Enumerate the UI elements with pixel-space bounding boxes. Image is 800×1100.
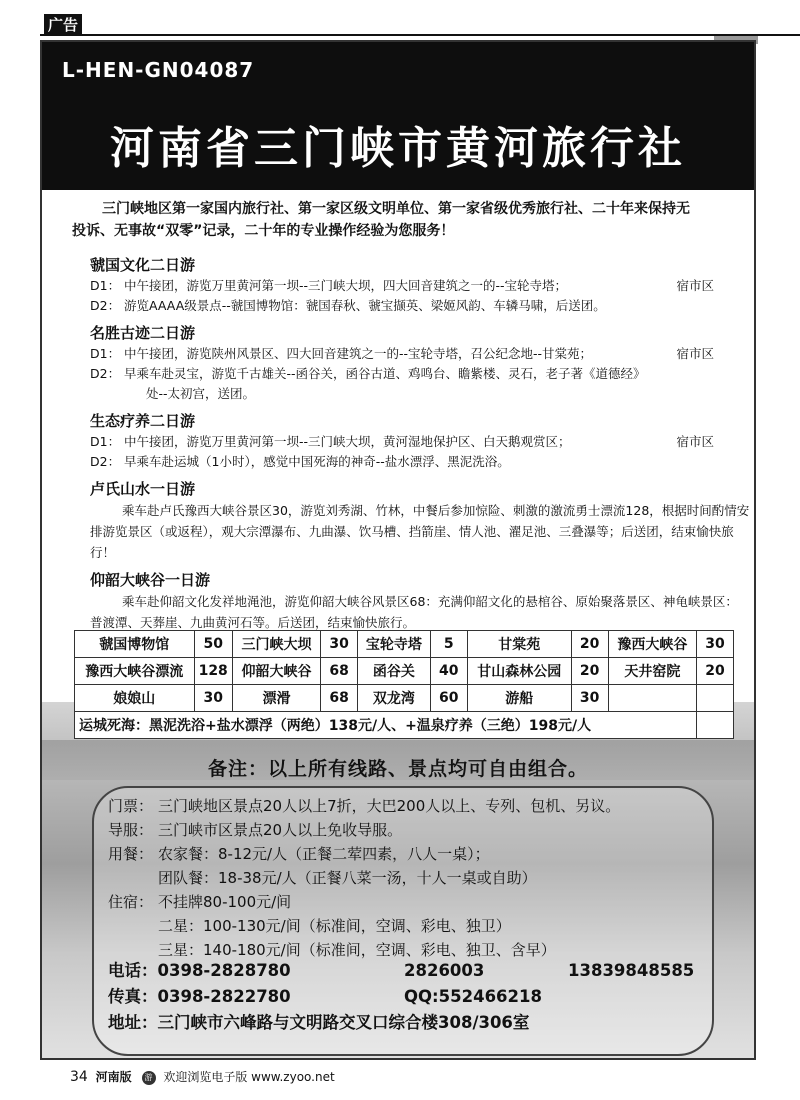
service-info — [108, 794, 708, 962]
spot-price: 50 — [194, 631, 232, 658]
spot-price: 20 — [697, 658, 734, 685]
tour-title: 虢国文化二日游 — [90, 256, 196, 274]
service-text: 二星：100-130元/间（标准间，空调、彩电、独卫） — [158, 917, 511, 935]
lodging: 宿市区 — [676, 434, 714, 449]
address: 地址：三门峡市六峰路与文明路交叉口综合楼308/306室 — [108, 1013, 530, 1032]
day-label: D2： — [90, 454, 121, 469]
page-number: 34 — [70, 1069, 88, 1085]
tour-day — [90, 276, 750, 296]
tour-lushi — [90, 478, 750, 563]
price-row — [75, 658, 734, 685]
price-row-special — [75, 712, 734, 739]
empty-cell — [697, 712, 734, 739]
tour-day — [90, 296, 750, 316]
spot-price: 60 — [430, 685, 467, 712]
spot-name: 豫西大峡谷漂流 — [75, 658, 195, 685]
address-row — [108, 1010, 728, 1036]
day-label: D1： — [90, 346, 121, 361]
service-row — [108, 914, 708, 938]
phone-2: 2826003 — [404, 961, 485, 980]
tour-day — [90, 344, 750, 364]
spot-name — [608, 685, 696, 712]
ad-frame — [40, 40, 756, 1060]
service-label: 住宿： — [108, 893, 154, 911]
tour-guoguo — [90, 254, 750, 316]
spot-price: 30 — [194, 685, 232, 712]
day-text: 中午接团，游览陕州风景区、四大回音建筑之一的--宝轮寺塔，召公纪念地--甘棠苑； — [124, 346, 593, 361]
site-logo-icon: 游 — [142, 1071, 156, 1085]
day-label: D1： — [90, 278, 121, 293]
service-text: 三星：140-180元/间（标准间，空调、彩电、独卫、含早） — [158, 941, 556, 959]
phone-row — [108, 958, 728, 984]
day-label: D2： — [90, 298, 121, 313]
service-text: 三门峡市区景点20人以上免收导服。 — [158, 821, 403, 839]
license-code: L-HEN-GN04087 — [62, 58, 255, 82]
mobile: 13839848585 — [568, 961, 695, 980]
lodging: 宿市区 — [676, 346, 714, 361]
spot-name: 甘棠苑 — [467, 631, 571, 658]
spot-price: 68 — [321, 658, 358, 685]
phone: 电话：0398-2828780 — [108, 961, 291, 980]
ad-tag: 广告 — [44, 14, 82, 36]
spot-name: 函谷关 — [358, 658, 431, 685]
spot-price: 30 — [571, 685, 608, 712]
service-label: 门票： — [108, 797, 154, 815]
agency-name: 河南省三门峡市黄河旅行社 — [110, 123, 686, 174]
day-text: 中午接团，游览万里黄河第一坝--三门峡大坝，四大回音建筑之一的--宝轮寺塔； — [124, 278, 568, 293]
tour-historic — [90, 322, 750, 404]
day-text: 早乘车赴灵宝，游览千古雄关--函谷关，函谷古道、鸡鸣台、瞻紫楼、灵石，老子著《道德经》 — [124, 366, 646, 381]
tour-title: 名胜古迹二日游 — [90, 324, 196, 342]
spot-price: 20 — [571, 658, 608, 685]
tour-list — [90, 248, 750, 633]
contact-info — [108, 958, 728, 1036]
fax: 传真：0398-2822780 — [108, 987, 291, 1006]
header-banner — [42, 42, 754, 190]
service-text: 三门峡地区景点20人以上7折，大巴200人以上、专列、包机、另议。 — [158, 797, 621, 815]
tour-title: 仰韶大峡谷一日游 — [90, 571, 211, 589]
service-label: 用餐： — [108, 845, 154, 863]
spot-price: 68 — [321, 685, 358, 712]
spot-name: 双龙湾 — [358, 685, 431, 712]
spot-name: 天井窑院 — [608, 658, 696, 685]
spot-name: 宝轮寺塔 — [358, 631, 431, 658]
service-row — [108, 818, 708, 842]
day-text-cont: 处--太初宫，送团。 — [146, 386, 256, 401]
service-label: 导服： — [108, 821, 154, 839]
fax-row — [108, 984, 728, 1010]
special-price: 运城死海：黑泥洗浴+盐水漂浮（两绝）138元/人、+温泉疗养（三绝）198元/人 — [75, 712, 697, 739]
spot-name: 游船 — [467, 685, 571, 712]
price-row — [75, 685, 734, 712]
tour-title: 生态疗养二日游 — [90, 412, 196, 430]
spot-name: 虢国博物馆 — [75, 631, 195, 658]
spot-price — [697, 685, 734, 712]
intro-line: 投诉、无事故“双零”记录，二十年的专业操作经验为您服务！ — [72, 223, 455, 239]
footer-text: 欢迎浏览电子版 www.zyoo.net — [163, 1070, 335, 1084]
spot-name: 娘娘山 — [75, 685, 195, 712]
day-text: 游览AAAA级景点--虢国博物馆：虢国春秋、虢宝撷英、梁姬风韵、车辚马啸，后送团。 — [124, 298, 606, 313]
tour-title: 卢氏山水一日游 — [90, 480, 196, 498]
edition: 河南版 — [95, 1070, 132, 1084]
service-text: 农家餐：8-12元/人（正餐二荤四素，八人一桌）； — [158, 845, 490, 863]
spot-name: 仰韶大峡谷 — [232, 658, 320, 685]
service-text: 团队餐：18-38元/人（正餐八菜一汤，十人一桌或自助） — [158, 869, 537, 887]
spot-name: 甘山森林公园 — [467, 658, 571, 685]
service-row — [108, 866, 708, 890]
spot-name: 豫西大峡谷 — [608, 631, 696, 658]
spot-name: 三门峡大坝 — [232, 631, 320, 658]
spot-price: 20 — [571, 631, 608, 658]
service-text: 不挂牌80-100元/间 — [158, 893, 292, 911]
spot-price: 40 — [430, 658, 467, 685]
footer — [70, 1068, 335, 1085]
spot-price: 128 — [194, 658, 232, 685]
tour-desc: 乘车赴仰韶文化发祥地渑池，游览仰韶大峡谷风景区68：充满仰韶文化的悬棺谷、原始聚落景区、神龟峡景区：普渡潭、天葬崖、九曲黄河石等。后送团，结束愉快旅行。 — [90, 594, 738, 630]
spot-price: 30 — [321, 631, 358, 658]
tour-eco — [90, 410, 750, 472]
spot-price: 30 — [697, 631, 734, 658]
tour-day — [90, 364, 750, 404]
day-text: 中午接团，游览万里黄河第一坝--三门峡大坝，黄河湿地保护区、白天鹅观赏区； — [124, 434, 571, 449]
service-row — [108, 794, 708, 818]
price-table — [74, 630, 734, 739]
tour-day — [90, 432, 750, 452]
intro-line: 三门峡地区第一家国内旅行社、第一家区级文明单位、第一家省级优秀旅行社、二十年来保持无 — [102, 201, 690, 217]
service-row — [108, 890, 708, 914]
day-label: D1： — [90, 434, 121, 449]
top-rule — [40, 34, 800, 36]
service-row — [108, 842, 708, 866]
day-text: 早乘车赴运城（1小时），感觉中国死海的神奇--盐水漂浮、黑泥洗浴。 — [124, 454, 510, 469]
intro-text — [72, 198, 756, 242]
qq: QQ:552466218 — [404, 987, 542, 1006]
spot-name: 漂滑 — [232, 685, 320, 712]
lodging: 宿市区 — [676, 278, 714, 293]
day-label: D2： — [90, 366, 121, 381]
tour-yangshao — [90, 569, 750, 633]
tour-day — [90, 452, 750, 472]
price-row — [75, 631, 734, 658]
tour-desc: 乘车赴卢氏豫西大峡谷景区30，游览刘秀湖、竹林，中餐后参加惊险、刺激的激流勇士漂流128，根据时间酌情安排游览景区（或返程），观大宗潭瀑布、九曲瀑、饮马槽、挡箭崖、情人池、濯足池、三叠瀑等；后送团，结束愉快旅行！ — [90, 503, 750, 560]
spot-price: 5 — [430, 631, 467, 658]
remark: 备注：以上所有线路、景点均可自由组合。 — [207, 758, 588, 780]
